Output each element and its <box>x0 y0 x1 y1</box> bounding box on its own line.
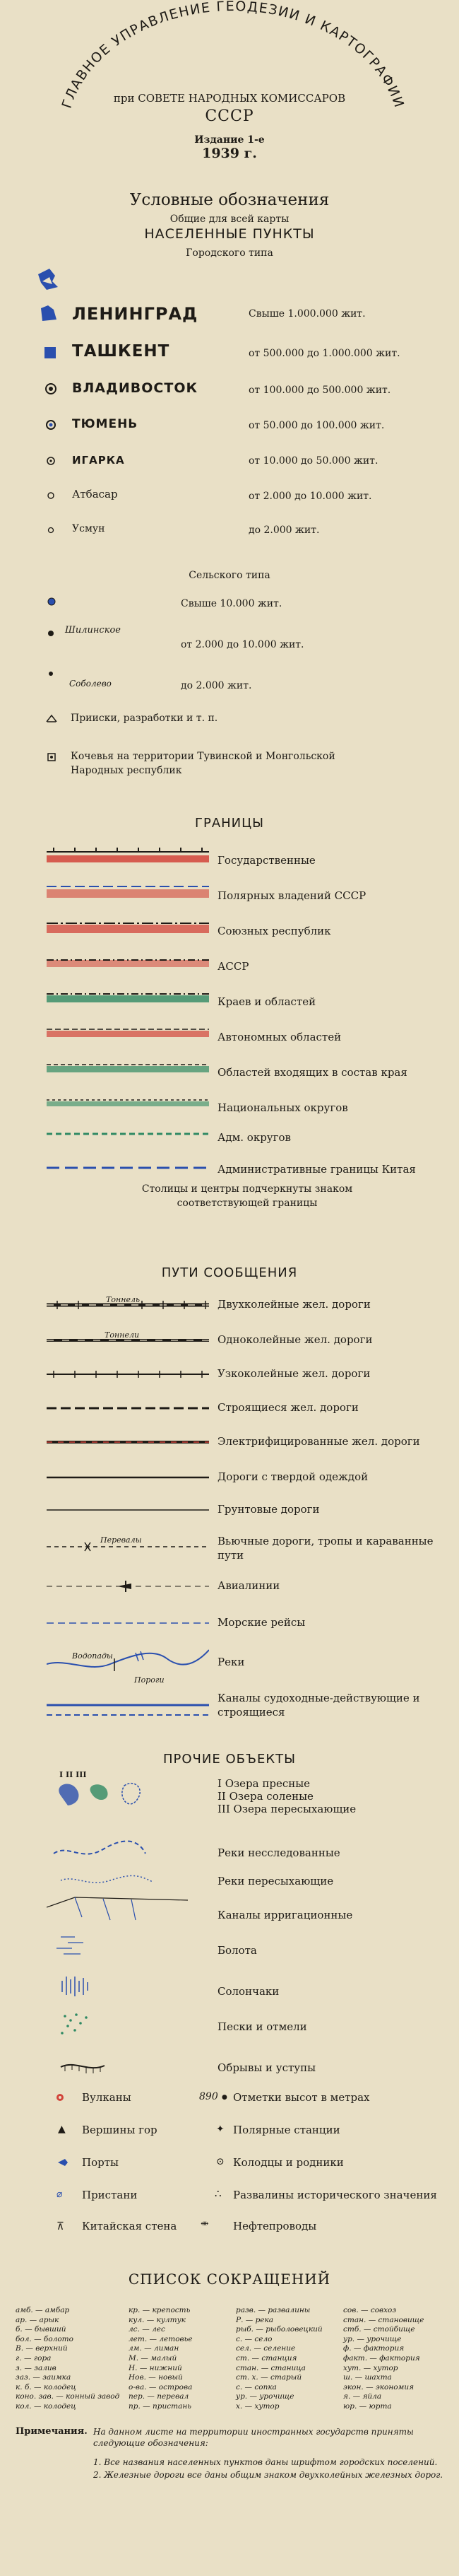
wall-label: Китайская стена <box>82 2220 177 2232</box>
arc-title-text: ГЛАВНОЕ УПРАВЛЕНИЕ ГЕОДЕЗИИ И КАРТОГРАФИИ <box>59 0 407 110</box>
border-assr-icon <box>47 960 209 967</box>
wall-icon: ⊼ <box>56 2220 64 2232</box>
border-label-5: Автономных областей <box>217 1031 342 1043</box>
rural-small-icon <box>47 670 54 677</box>
other-label-3: Болота <box>217 1944 257 1957</box>
urban-name-2: ВЛАДИВОСТОК <box>72 380 198 396</box>
road-symbols <box>47 1291 209 1729</box>
urban-name-5: Атбасар <box>72 488 118 500</box>
urban-pop-5: от 2.000 до 10.000 жит. <box>249 491 372 502</box>
abbr-col-2: разв. — развалины Р. — река рыб. — рыболовецкий с. — село сел. — селение ст. — станция стан. — станица ст. х. — старый с. — сопка ур. — урочище х. — хутор <box>236 2306 323 2411</box>
border-label-7: Национальных округов <box>217 1101 348 1114</box>
road-label-4: Электрифицированные жел. дороги <box>217 1435 420 1448</box>
waterfall-label: Водопады <box>72 1651 113 1661</box>
abbr-col-3: сов. — совхоз стан. — становище стб. — стойбище ур. — урочище ф. — фактория факт. — фактория хут. — хутор ш. — шахта экон. — экономия я. — яйла юр. — юрта <box>343 2306 424 2411</box>
border-label-2: Союзных республик <box>217 925 331 937</box>
border-label-6: Областей входящих в состав края <box>217 1066 407 1079</box>
legend-sub: Общие для всей карты <box>169 213 290 225</box>
border-oblast-icon <box>47 1065 209 1072</box>
border-state-icon <box>47 848 209 862</box>
other-title: ПРОЧИЕ ОБЪЕКТЫ <box>163 1752 296 1767</box>
ruins-label: Развалины исторического значения <box>233 2189 437 2201</box>
abbr-col-0: амб. — амбар ар. — арык б. — бывший бол. — болото В. — верхний г. — гора з. — залив заз. — заимка к. б. — колодец коно. зав. — конный завод кол. — колодец <box>16 2306 120 2411</box>
city-small-icon <box>47 526 55 534</box>
header-year: 1939 г. <box>202 146 257 161</box>
city-100k-icon <box>44 382 58 396</box>
urban-pop-1: от 500.000 до 1.000.000 жит. <box>249 348 400 359</box>
header-under: при СОВЕТЕ НАРОДНЫХ КОМИССАРОВ <box>113 92 346 105</box>
heights-label: Отметки высот в метрах <box>233 2091 370 2104</box>
note-item-0: 1. Все названия населенных пунктов даны шрифтом городских поселений. <box>93 2457 438 2467</box>
height-dot-icon: ● <box>222 2094 227 2101</box>
well-icon: ⊙ <box>216 2156 225 2167</box>
road-label-3: Строящиеся жел. дороги <box>217 1401 359 1414</box>
border-krai-icon <box>47 994 209 1002</box>
city-50k-icon <box>44 418 57 431</box>
roads-title: ПУТИ СООБЩЕНИЯ <box>161 1265 298 1280</box>
lake-marks: I II III <box>59 1770 87 1779</box>
border-label-0: Государственные <box>217 854 316 867</box>
oil-label: Нефтепроводы <box>233 2220 317 2232</box>
rural-pop-0: Свыше 10.000 жит. <box>181 598 282 609</box>
other-label-1: Реки пересыхающие <box>217 1875 334 1887</box>
road-label-1: Одноколейные жел. дороги <box>217 1333 373 1346</box>
urban-pop-6: до 2.000 жит. <box>249 525 320 536</box>
lake-label-1: II Озера соленые <box>217 1790 314 1803</box>
lakes-icon <box>59 1784 140 1805</box>
polar-label: Полярные станции <box>233 2124 340 2136</box>
rural-name-2: Соболево <box>69 679 112 689</box>
other-label-4: Солончаки <box>217 1985 280 1998</box>
swamp-icon <box>56 1937 83 1954</box>
city-500k-icon <box>42 345 58 361</box>
abbr-title: СПИСОК СОКРАЩЕНИЙ <box>128 2271 331 2288</box>
capital-moscow-icon <box>34 266 62 294</box>
canal-icon <box>47 1705 209 1715</box>
urban-pop-4: от 10.000 до 50.000 жит. <box>249 455 378 467</box>
wells-label: Колодцы и родники <box>233 2156 344 2169</box>
mines-icon <box>45 714 58 724</box>
urban-name-1: ТАШКЕНТ <box>72 342 170 361</box>
sand-icon <box>61 2013 88 2035</box>
urban-name-6: Усмун <box>72 523 105 534</box>
border-label-1: Полярных владений СССР <box>217 889 366 902</box>
road-label-7: Вьючные дороги, тропы и караванные пути <box>217 1535 434 1562</box>
tunnel2-label: Тоннели <box>105 1330 140 1340</box>
lake-label-2: III Озера пересыхающие <box>217 1803 357 1815</box>
river-icon <box>47 1650 209 1671</box>
settlements-title: НАСЕЛЕННЫЕ ПУНКТЫ <box>144 226 315 242</box>
piers-label: Пристани <box>82 2189 138 2201</box>
cliff-icon <box>61 2064 105 2073</box>
borders-footnote: Столицы и центры подчеркнуты знаком соответствующей границы <box>141 1183 353 1209</box>
polar-station-icon: ✦ <box>216 2124 225 2135</box>
urban-name-0: ЛЕНИНГРАД <box>72 304 198 324</box>
notes-intro: На данном листе на территории иностранных государств приняты следующие обозначения: <box>93 2427 414 2448</box>
nomad-icon <box>47 752 56 762</box>
road-label-5: Дороги с твердой одеждой <box>217 1470 369 1483</box>
notes-label: Примечания. <box>16 2426 88 2437</box>
city-2k-icon <box>46 491 56 500</box>
rural-pop-1: от 2.000 до 10.000 жит. <box>181 639 304 650</box>
border-label-3: АССР <box>217 960 249 973</box>
ruins-icon: ∴ <box>215 2187 222 2200</box>
other-label-2: Каналы ирригационные <box>217 1909 353 1921</box>
port-icon <box>56 2158 69 2167</box>
river-drying-icon <box>61 1875 153 1883</box>
header-edition: Издание 1-е <box>194 134 265 146</box>
canal-irrigation-icon <box>47 1897 188 1920</box>
river-unexplored-icon <box>54 1842 145 1854</box>
other-label-0: Реки несследованные <box>217 1846 340 1859</box>
rural-name-1: Шилинское <box>65 625 121 636</box>
city-1m-icon <box>38 304 59 324</box>
border-polar-icon <box>47 886 209 898</box>
rapids-label: Пороги <box>134 1675 165 1685</box>
borders-title: ГРАНИЦЫ <box>194 816 264 831</box>
road-label-11: Каналы судоходные-действующие и строящиеся <box>217 1692 420 1719</box>
pass-label: Перевалы <box>100 1535 142 1545</box>
border-label-9: Административные границы Китая <box>217 1163 416 1176</box>
ports-label: Порты <box>82 2156 119 2169</box>
note-item-1: 2. Железные дороги все даны общим знаком двухколейных железных дорог. <box>93 2470 443 2480</box>
legend-title: Условные обозначения <box>129 191 330 209</box>
header-country: СССР <box>205 107 254 125</box>
border-union-icon <box>47 923 209 933</box>
volcano-icon <box>55 2092 65 2102</box>
urban-pop-3: от 50.000 до 100.000 жит. <box>249 420 385 431</box>
border-autonomous-icon <box>47 1029 209 1037</box>
rural-10k-icon <box>47 597 56 607</box>
road-label-6: Грунтовые дороги <box>217 1503 320 1516</box>
rural-pop-2: до 2.000 жит. <box>181 680 252 691</box>
rural-2k-icon <box>47 629 55 638</box>
height-value: 890 <box>199 2091 218 2102</box>
road-label-10: Реки <box>217 1656 245 1668</box>
abbr-col-1: кр. — крепость кул. — култук лс. — лес лет. — летовье лм. — лиман М. — малый Н. — нижний Нов. — новый о-ва. — острова пер. — перевал пр. — пристань <box>129 2306 193 2411</box>
nomad-label: Кочевья на территории Тувинской и Монгольской Народных республик <box>71 751 335 776</box>
peaks-label: Вершины гор <box>82 2124 157 2136</box>
urban-pop-0: Свыше 1.000.000 жит. <box>249 308 366 320</box>
lake-label-0: I Озера пресные <box>217 1777 311 1790</box>
rural-title: Сельского типа <box>189 570 270 581</box>
mines-label: Прииски, разработки и т. п. <box>71 713 218 724</box>
border-label-4: Краев и областей <box>217 995 316 1008</box>
road-label-8: Авиалинии <box>217 1579 280 1592</box>
road-label-2: Узкоколейные жел. дороги <box>217 1367 371 1380</box>
volcano-label: Вулканы <box>82 2091 131 2104</box>
border-symbols <box>47 845 209 1178</box>
border-label-8: Адм. округов <box>217 1131 291 1144</box>
urban-name-4: ИГАРКА <box>72 454 125 467</box>
border-national-icon <box>47 1100 209 1106</box>
urban-pop-2: от 100.000 до 500.000 жит. <box>249 385 391 396</box>
city-10k-icon <box>45 455 56 467</box>
other-label-6: Обрывы и уступы <box>217 2061 316 2074</box>
saltmarsh-icon <box>62 1977 88 1996</box>
road-label-9: Морские рейсы <box>217 1616 306 1629</box>
road-label-0: Двухколейные жел. дороги <box>217 1298 371 1311</box>
pier-icon: ⌀ <box>56 2189 63 2200</box>
oil-pipe-icon: ⇼ <box>201 2218 209 2230</box>
tunnel1-label: Тоннель <box>106 1295 140 1304</box>
rail-narrow-icon <box>47 1371 209 1378</box>
aviation-icon <box>47 1581 209 1592</box>
other-symbols <box>47 1776 209 2108</box>
urban-name-3: ТЮМЕНЬ <box>72 417 138 431</box>
peak-icon: ▲ <box>58 2124 66 2135</box>
other-label-5: Пески и отмели <box>217 2020 307 2033</box>
urban-title: Городского типа <box>186 247 273 259</box>
